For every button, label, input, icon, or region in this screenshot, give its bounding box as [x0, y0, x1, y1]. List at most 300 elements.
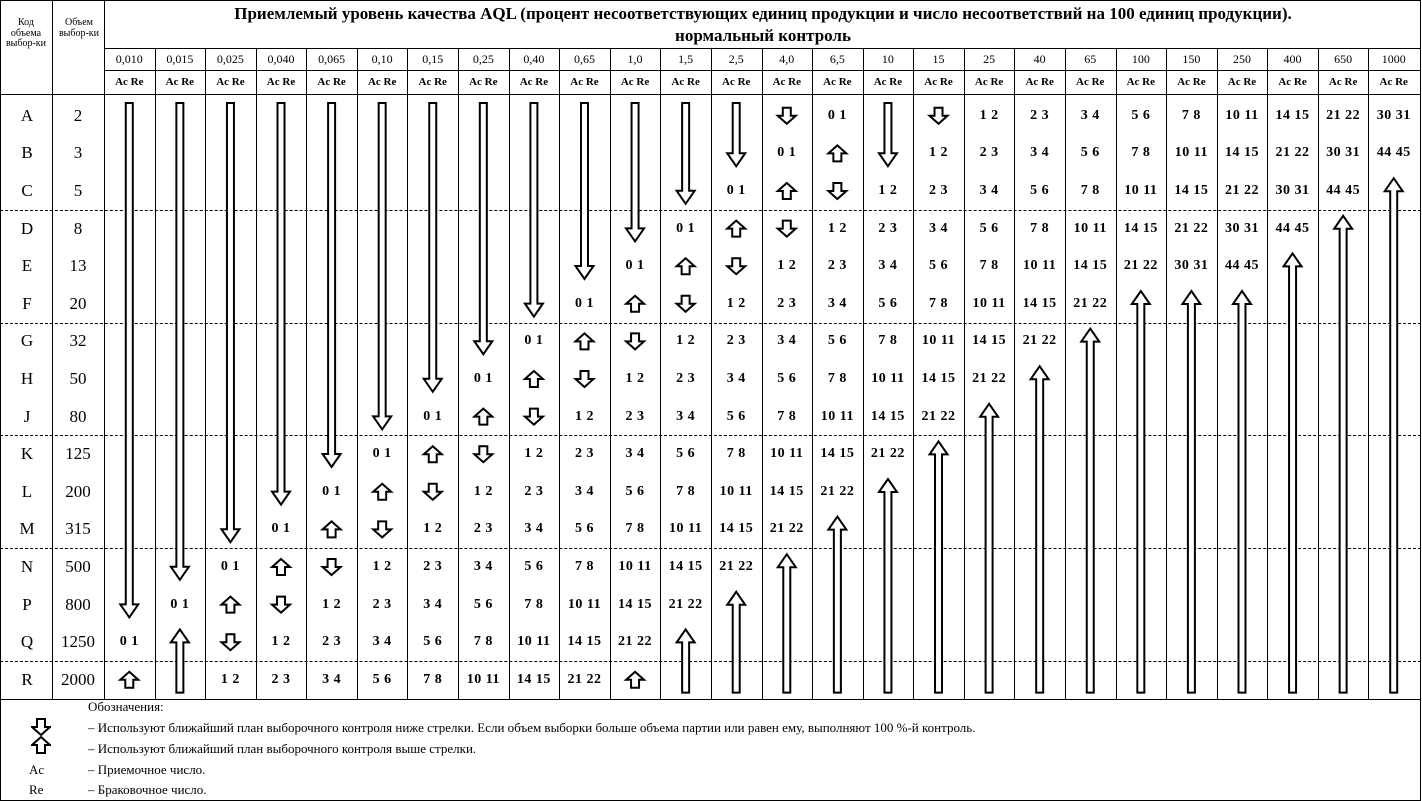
ac-re-value: 3 4 — [777, 333, 797, 349]
legend-ac-symbol: Ac — [29, 762, 45, 777]
ac-re-value: 10 11 — [1174, 145, 1208, 161]
long-up-arrow-icon — [1031, 366, 1049, 692]
ac-re-header: Ac Re — [722, 76, 751, 88]
ac-re-value: 21 22 — [972, 371, 1007, 386]
ac-re-value: 1 2 — [574, 408, 594, 424]
ac-re-value: 10 11 — [921, 333, 956, 349]
ac-re-value: 2 3 — [979, 145, 999, 161]
use-below-arrow-icon — [272, 597, 290, 613]
ac-re-value: 7 8 — [979, 258, 999, 274]
long-up-arrow-icon — [980, 404, 998, 693]
sample-size: 315 — [65, 519, 91, 539]
ac-re-value: 21 22 — [668, 596, 703, 612]
ac-re-value: 21 22 — [1123, 258, 1158, 274]
ac-re-value: 21 22 — [1275, 145, 1310, 161]
use-below-arrow-icon — [930, 108, 948, 124]
sample-code: R — [21, 669, 33, 689]
use-below-arrow-icon — [323, 559, 341, 575]
sample-size: 3 — [73, 143, 83, 163]
use-below-arrow-icon — [778, 108, 796, 124]
ac-re-value: 21 22 — [1224, 183, 1259, 198]
aql-level-header: 40 — [1033, 52, 1046, 66]
aql-level-header: 0,015 — [166, 52, 194, 66]
ac-re-value: 0 1 — [524, 333, 544, 349]
sample-code: L — [21, 481, 33, 501]
ac-re-value: 21 22 — [769, 521, 804, 537]
aql-level-header: 0,40 — [523, 52, 545, 66]
legend-ac-text: – Приемочное число. — [88, 762, 206, 777]
ac-re-value: 7 8 — [423, 671, 443, 687]
ac-re-value: 0 1 — [271, 521, 291, 537]
ac-re-value: 0 1 — [170, 596, 190, 612]
ac-re-value: 5 6 — [423, 634, 443, 650]
use-above-arrow-icon — [424, 446, 442, 462]
ac-re-value: 3 4 — [473, 559, 493, 574]
ac-re-value: 10 11 — [669, 521, 703, 537]
ac-re-value: 0 1 — [119, 634, 139, 650]
use-above-arrow-icon — [373, 484, 391, 500]
aql-level-header: 0,65 — [573, 52, 595, 66]
aql-level-header: 0,040 — [267, 52, 295, 66]
sample-code: N — [20, 557, 34, 576]
ac-re-value: 30 31 — [1376, 107, 1411, 123]
ac-re-header: Ac Re — [974, 76, 1004, 88]
ac-re-value: 1 2 — [473, 483, 493, 499]
ac-re-value: 1 2 — [271, 634, 291, 650]
sample-size: 32 — [69, 331, 87, 351]
ac-re-value: 10 11 — [1124, 183, 1158, 198]
aql-level-header: 0,065 — [318, 52, 346, 66]
ac-re-value: 0 1 — [322, 483, 342, 499]
aql-level-header: 25 — [983, 52, 996, 66]
long-up-arrow-icon — [1132, 291, 1150, 693]
ac-re-value: 5 6 — [1080, 145, 1100, 161]
sample-code: E — [21, 256, 33, 276]
aql-level-header: 1,0 — [627, 52, 643, 66]
ac-re-value: 0 1 — [473, 371, 493, 386]
ac-re-value: 3 4 — [827, 295, 847, 311]
ac-re-value: 7 8 — [1030, 220, 1050, 236]
ac-re-header: Ac Re — [620, 76, 650, 88]
long-down-arrow-icon — [120, 103, 138, 617]
ac-re-value: 1 2 — [372, 559, 392, 574]
ac-re-value: 2 3 — [878, 220, 898, 236]
use-above-arrow-icon — [323, 521, 341, 537]
ac-re-header: Ac Re — [1278, 76, 1307, 88]
long-down-arrow-icon — [221, 103, 239, 542]
ac-re-value: 2 3 — [524, 483, 544, 499]
ac-re-value: 7 8 — [524, 596, 544, 612]
ac-re-value: 21 22 — [1326, 107, 1361, 123]
long-up-arrow-icon — [1284, 253, 1302, 692]
ac-re-value: 3 4 — [929, 220, 948, 236]
long-up-arrow-icon — [1385, 178, 1403, 692]
ac-re-value: 2 3 — [322, 634, 342, 650]
sample-size: 1250 — [61, 632, 95, 652]
ac-re-value: 5 6 — [372, 671, 392, 687]
sample-code: P — [22, 594, 32, 614]
legend-up-arrow-icon — [31, 736, 51, 754]
ac-re-value: 5 6 — [1030, 183, 1050, 198]
sample-size: 13 — [69, 256, 87, 276]
legend-title: Обозначения: — [88, 699, 164, 714]
sample-size: 80 — [69, 406, 87, 426]
ac-re-header: Ac Re — [1328, 76, 1358, 88]
ac-re-value: 5 6 — [979, 220, 999, 236]
aql-level-header: 0,25 — [472, 52, 494, 66]
ac-re-value: 5 6 — [524, 559, 544, 574]
ac-re-value: 7 8 — [827, 371, 847, 386]
ac-re-value: 7 8 — [625, 521, 645, 537]
ac-re-header: Ac Re — [216, 76, 245, 88]
ac-re-value: 10 11 — [567, 596, 602, 612]
ac-re-value: 14 15 — [972, 333, 1007, 349]
sample-size: 800 — [65, 594, 91, 614]
ac-re-value: 1 2 — [676, 333, 696, 349]
use-below-arrow-icon — [424, 484, 442, 500]
ac-re-value: 14 15 — [1123, 220, 1158, 236]
use-above-arrow-icon — [778, 183, 796, 199]
ac-re-value: 10 11 — [770, 446, 804, 462]
ac-re-value: 1 2 — [878, 183, 898, 198]
ac-re-header: Ac Re — [772, 76, 801, 88]
ac-re-value: 2 3 — [1030, 107, 1050, 123]
long-up-arrow-icon — [879, 479, 897, 693]
ac-re-value: 7 8 — [473, 634, 493, 650]
sample-code: M — [19, 519, 35, 539]
ac-re-value: 0 1 — [574, 295, 594, 311]
aql-level-header: 0,15 — [422, 52, 444, 66]
table-title-line2: нормальный контроль — [675, 26, 851, 45]
ac-re-value: 1 2 — [827, 220, 847, 236]
sample-code: G — [20, 331, 34, 351]
ac-re-value: 14 15 — [1022, 295, 1057, 311]
aql-level-header: 0,10 — [371, 52, 393, 66]
ac-re-value: 14 15 — [516, 671, 551, 687]
use-below-arrow-icon — [677, 296, 695, 312]
ac-re-value: 7 8 — [777, 408, 797, 424]
code-column-header: Код объема выбор-ки — [5, 17, 47, 49]
use-above-arrow-icon — [828, 145, 846, 161]
aql-level-header: 2,5 — [728, 52, 744, 66]
ac-re-header: Ac Re — [317, 76, 346, 88]
ac-re-value: 0 1 — [827, 107, 847, 123]
ac-re-value: 21 22 — [921, 408, 956, 424]
long-up-arrow-icon — [930, 441, 948, 692]
ac-re-value: 1 2 — [979, 107, 999, 123]
use-above-arrow-icon — [474, 409, 492, 425]
aql-level-header: 1000 — [1381, 52, 1406, 66]
use-below-arrow-icon — [828, 183, 846, 199]
use-above-arrow-icon — [727, 221, 745, 237]
ac-re-value: 3 4 — [574, 483, 594, 499]
ac-re-value: 3 4 — [1030, 145, 1050, 161]
ac-re-value: 21 22 — [719, 559, 754, 574]
ac-re-value: 0 1 — [220, 559, 240, 574]
ac-re-value: 3 4 — [726, 371, 746, 386]
ac-re-value: 2 3 — [423, 559, 443, 574]
long-down-arrow-icon — [626, 103, 644, 241]
sample-code: F — [22, 293, 32, 313]
ac-re-value: 14 15 — [618, 596, 653, 612]
ac-re-value: 21 22 — [1073, 295, 1108, 311]
ac-re-value: 44 45 — [1376, 145, 1411, 161]
use-below-arrow-icon — [221, 634, 239, 650]
use-below-arrow-icon — [778, 221, 796, 237]
ac-re-header: Ac Re — [570, 76, 599, 88]
ac-re-value: 14 15 — [870, 408, 905, 424]
use-below-arrow-icon — [727, 258, 745, 274]
ac-re-value: 3 4 — [1080, 107, 1100, 123]
ac-re-header: Ac Re — [1076, 76, 1105, 88]
use-below-arrow-icon — [575, 371, 593, 387]
ac-re-value: 10 11 — [820, 408, 854, 424]
ac-re-value: 14 15 — [567, 634, 602, 650]
ac-re-value: 2 3 — [676, 371, 696, 386]
ac-re-value: 14 15 — [1174, 183, 1209, 198]
ac-re-value: 14 15 — [1275, 107, 1310, 123]
aql-level-header: 100 — [1131, 52, 1150, 66]
ac-re-value: 10 11 — [972, 295, 1006, 311]
sample-size: 125 — [65, 444, 91, 464]
table-title-line1: Приемлемый уровень качества AQL (процент несоответствующих единиц продукции и число несоответствий на 100 единиц продукции). — [234, 4, 1292, 23]
sample-size: 2000 — [61, 669, 95, 689]
ac-re-value: 3 4 — [979, 183, 999, 198]
ac-re-header: Ac Re — [115, 76, 144, 88]
use-above-arrow-icon — [120, 672, 138, 688]
long-up-arrow-icon — [1081, 329, 1099, 693]
ac-re-value: 21 22 — [1174, 220, 1209, 236]
ac-re-value: 14 15 — [1224, 145, 1259, 161]
ac-re-header: Ac Re — [1227, 76, 1257, 88]
ac-re-value: 5 6 — [878, 295, 898, 311]
ac-re-header: Ac Re — [418, 76, 447, 88]
sample-code: D — [20, 218, 34, 238]
ac-re-value: 5 6 — [473, 596, 493, 612]
use-above-arrow-icon — [525, 371, 543, 387]
aql-level-header: 0,010 — [115, 52, 143, 66]
ac-re-value: 14 15 — [820, 446, 855, 462]
aql-level-header: 250 — [1232, 52, 1251, 66]
ac-re-value: 7 8 — [726, 446, 746, 462]
ac-re-value: 2 3 — [372, 596, 392, 612]
use-above-arrow-icon — [575, 333, 593, 349]
ac-re-value: 3 4 — [676, 408, 696, 424]
long-up-arrow-icon — [171, 629, 189, 692]
ac-re-header: Ac Re — [1379, 76, 1408, 88]
sample-code: C — [21, 181, 33, 200]
long-down-arrow-icon — [727, 103, 745, 166]
ac-re-value: 2 3 — [625, 408, 645, 424]
aql-level-header: 15 — [932, 52, 945, 66]
use-below-arrow-icon — [525, 409, 543, 425]
ac-re-header: Ac Re — [1025, 76, 1054, 88]
use-above-arrow-icon — [677, 258, 695, 274]
ac-re-value: 7 8 — [574, 559, 594, 574]
ac-re-value: 1 2 — [524, 446, 544, 462]
ac-re-value: 3 4 — [878, 258, 898, 274]
ac-re-value: 3 4 — [524, 521, 544, 537]
ac-re-value: 7 8 — [878, 333, 898, 349]
aql-level-header: 6,5 — [829, 52, 845, 66]
ac-re-value: 1 2 — [777, 258, 797, 274]
ac-re-value: 5 6 — [574, 521, 594, 537]
long-down-arrow-icon — [323, 103, 341, 467]
ac-re-value: 10 11 — [466, 671, 500, 687]
ac-re-value: 3 4 — [372, 634, 392, 650]
ac-re-value: 0 1 — [625, 258, 645, 274]
use-below-arrow-icon — [373, 521, 391, 537]
long-down-arrow-icon — [272, 103, 290, 505]
ac-re-value: 5 6 — [929, 258, 948, 274]
aql-level-header: 150 — [1182, 52, 1201, 66]
ac-re-value: 10 11 — [1023, 258, 1057, 274]
ac-re-value: 7 8 — [1080, 183, 1100, 198]
use-above-arrow-icon — [626, 672, 644, 688]
ac-re-value: 0 1 — [372, 446, 392, 462]
aql-level-header: 650 — [1334, 52, 1353, 66]
sample-code: J — [23, 406, 31, 426]
ac-re-value: 0 1 — [676, 220, 696, 236]
ac-re-value: 0 1 — [777, 145, 797, 161]
ac-re-header: Ac Re — [519, 76, 549, 88]
ac-re-value: 10 11 — [1073, 220, 1107, 236]
aql-level-header: 1,5 — [678, 52, 694, 66]
use-below-arrow-icon — [474, 446, 492, 462]
ac-re-value: 7 8 — [676, 483, 696, 499]
ac-re-value: 5 6 — [827, 333, 847, 349]
long-up-arrow-icon — [677, 629, 695, 692]
sample-size: 8 — [73, 218, 83, 238]
ac-re-value: 14 15 — [769, 483, 804, 499]
ac-re-value: 3 4 — [625, 446, 645, 462]
long-down-arrow-icon — [677, 103, 695, 204]
ac-re-value: 44 45 — [1224, 258, 1259, 274]
ac-re-value: 30 31 — [1174, 258, 1209, 274]
sample-size: 5 — [73, 181, 83, 200]
ac-re-value: 7 8 — [1131, 145, 1151, 161]
ac-re-value: 10 11 — [517, 634, 551, 650]
long-down-arrow-icon — [879, 103, 897, 166]
ac-re-value: 10 11 — [871, 371, 905, 386]
ac-re-header: Ac Re — [1177, 76, 1206, 88]
ac-re-header: Ac Re — [266, 76, 296, 88]
sample-size: 50 — [69, 369, 87, 388]
ac-re-value: 5 6 — [625, 483, 645, 499]
long-up-arrow-icon — [1182, 291, 1200, 693]
ac-re-value: 5 6 — [726, 408, 746, 424]
ac-re-value: 2 3 — [271, 671, 291, 687]
aql-level-header: 400 — [1283, 52, 1302, 66]
use-below-arrow-icon — [626, 333, 644, 349]
ac-re-header: Ac Re — [671, 76, 700, 88]
ac-re-value: 1 2 — [322, 596, 342, 612]
ac-re-value: 10 11 — [1225, 107, 1259, 123]
sample-code: A — [20, 105, 34, 125]
ac-re-value: 21 22 — [618, 634, 653, 650]
long-up-arrow-icon — [778, 554, 796, 692]
long-down-arrow-icon — [525, 103, 543, 317]
ac-re-value: 1 2 — [625, 371, 645, 386]
ac-re-value: 7 8 — [1181, 107, 1201, 123]
ac-re-value: 7 8 — [929, 295, 948, 311]
ac-re-value: 21 22 — [870, 446, 905, 462]
ac-re-value: 30 31 — [1275, 183, 1310, 198]
ac-re-value: 30 31 — [1326, 145, 1361, 161]
ac-re-value: 5 6 — [777, 371, 797, 386]
legend-down-arrow-icon — [31, 718, 51, 736]
ac-re-header: Ac Re — [1126, 76, 1156, 88]
ac-re-value: 21 22 — [567, 671, 602, 687]
long-down-arrow-icon — [424, 103, 442, 392]
legend-down-text: – Используют ближайший план выборочного контроля ниже стрелки. Если объем выборки больше объема партии или равен ему, выполняют 100 %-й контроль. — [88, 720, 976, 735]
ac-re-value: 10 11 — [719, 483, 753, 499]
ac-re-value: 1 2 — [726, 295, 746, 311]
legend-re-text: – Браковочное число. — [88, 782, 207, 797]
ac-re-value: 2 3 — [777, 295, 797, 311]
legend-re-symbol: Re — [29, 782, 44, 797]
ac-re-value: 14 15 — [668, 559, 703, 574]
ac-re-value: 0 1 — [726, 183, 746, 198]
long-down-arrow-icon — [373, 103, 391, 429]
long-down-arrow-icon — [575, 103, 593, 279]
ac-re-value: 2 3 — [827, 258, 847, 274]
aql-level-header: 10 — [881, 52, 894, 66]
long-up-arrow-icon — [727, 592, 745, 693]
ac-re-value: 21 22 — [820, 483, 855, 499]
use-above-arrow-icon — [272, 559, 290, 575]
sample-size: 2 — [73, 105, 83, 125]
long-up-arrow-icon — [1233, 291, 1251, 693]
ac-re-value: 1 2 — [929, 145, 948, 161]
ac-re-value: 3 4 — [322, 671, 342, 687]
long-down-arrow-icon — [474, 103, 492, 354]
aql-level-header: 0,025 — [216, 52, 244, 66]
ac-re-value: 44 45 — [1275, 220, 1310, 236]
aql-level-header: 4,0 — [779, 52, 795, 66]
ac-re-value: 14 15 — [719, 521, 754, 537]
use-above-arrow-icon — [221, 597, 239, 613]
long-down-arrow-icon — [171, 103, 189, 580]
ac-re-value: 30 31 — [1224, 220, 1259, 236]
ac-re-value: 2 3 — [726, 333, 746, 349]
ac-re-value: 14 15 — [1073, 258, 1108, 274]
sample-code: K — [20, 444, 34, 464]
ac-re-value: 5 6 — [676, 446, 696, 462]
sample-size: 20 — [69, 293, 87, 313]
ac-re-header: Ac Re — [924, 76, 953, 88]
long-up-arrow-icon — [828, 517, 846, 693]
ac-re-header: Ac Re — [873, 76, 903, 88]
ac-re-value: 2 3 — [473, 521, 493, 537]
sample-size: 200 — [65, 481, 91, 501]
size-column-header: Объем выбор-ки — [58, 17, 100, 39]
ac-re-value: 2 3 — [929, 183, 948, 198]
ac-re-header: Ac Re — [469, 76, 498, 88]
ac-re-value: 21 22 — [1022, 333, 1057, 349]
ac-re-value: 3 4 — [423, 596, 443, 612]
ac-re-value: 0 1 — [423, 408, 443, 424]
sample-code: Q — [20, 632, 34, 652]
use-above-arrow-icon — [626, 296, 644, 312]
ac-re-value: 14 15 — [921, 371, 956, 386]
ac-re-header: Ac Re — [823, 76, 852, 88]
sample-code: H — [20, 369, 34, 388]
sample-size: 500 — [65, 557, 91, 576]
aql-level-header: 65 — [1084, 52, 1097, 66]
long-up-arrow-icon — [1334, 216, 1352, 693]
ac-re-header: Ac Re — [165, 76, 195, 88]
